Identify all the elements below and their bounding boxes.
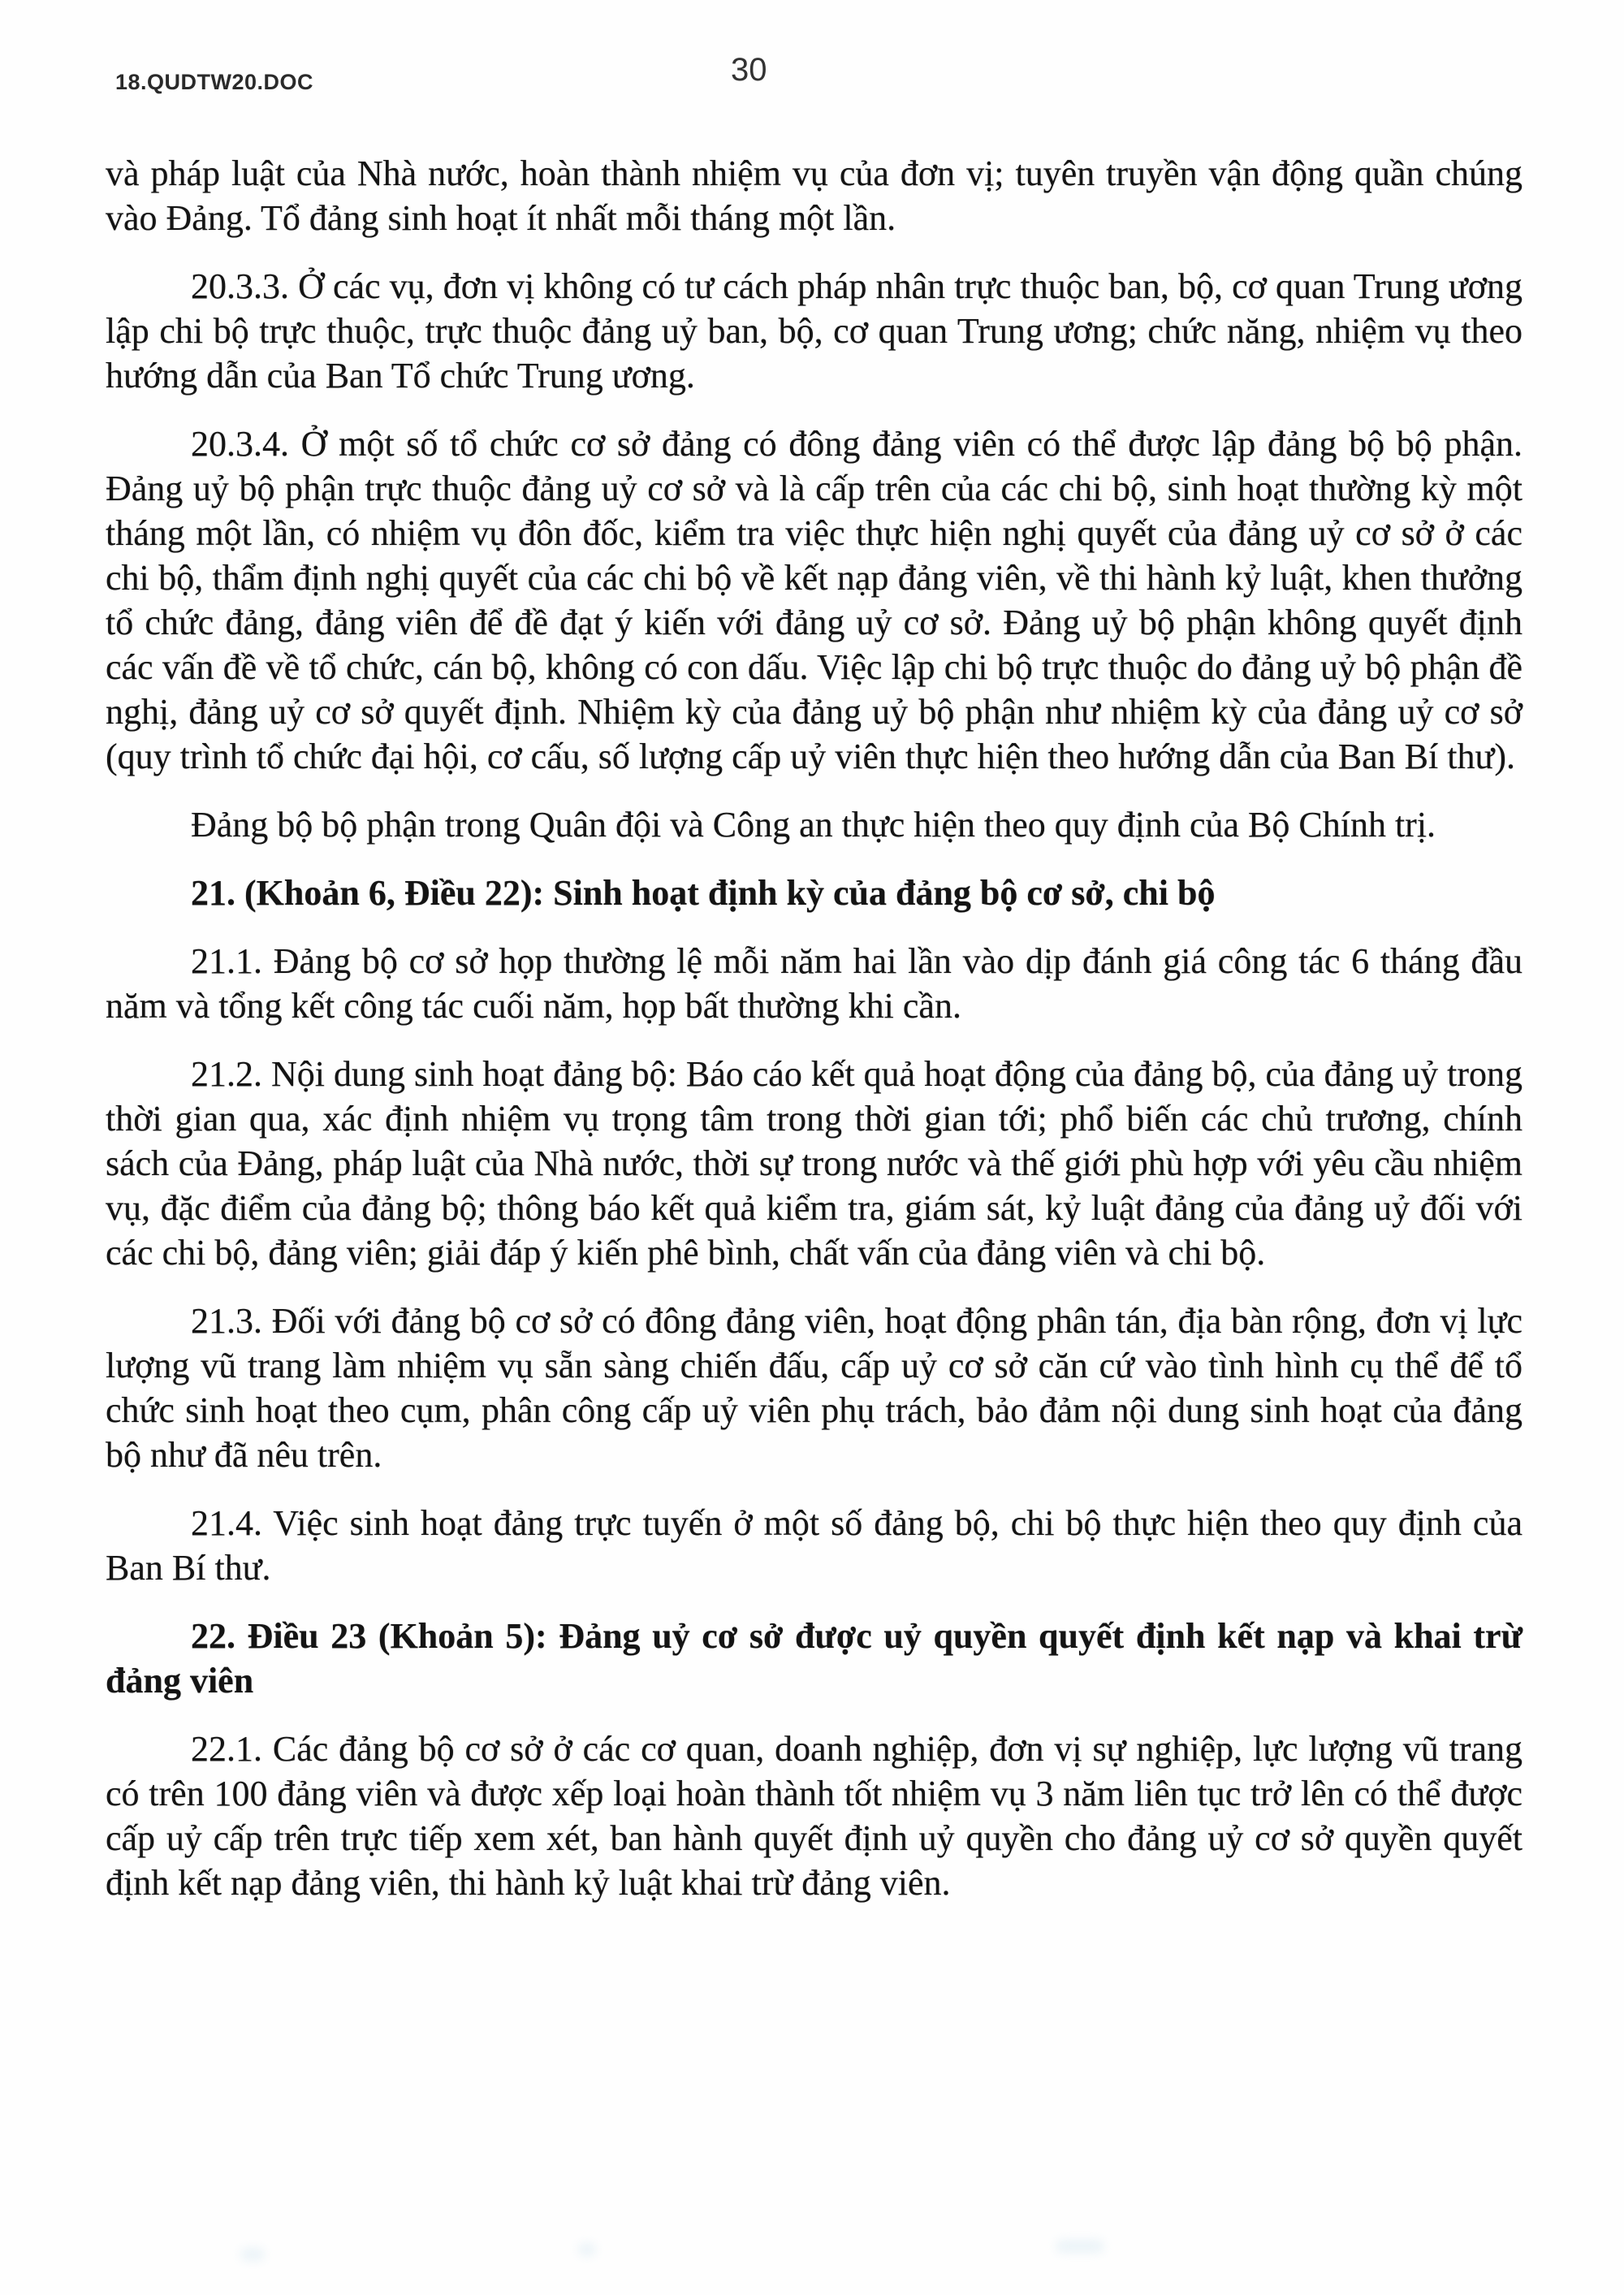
paragraph-continuation: và pháp luật của Nhà nước, hoàn thành nhiệm vụ của đơn vị; tuyên truyền vận động quần chúng vào Đảng. Tổ đảng sinh hoạt ít nhất mỗi tháng một lần. xyxy=(106,153,1522,238)
paragraph-22-1: 22.1. Các đảng bộ cơ sở ở các cơ quan, doanh nghiệp, đơn vị sự nghiệp, lực lượng vũ trang có trên 100 đảng viên và được xếp loại hoàn thành tốt nhiệm vụ 3 năm liên tục trở lên có thể được cấp uỷ cấp trên trực tiếp xem xét, ban hành quyết định uỷ quyền cho đảng uỷ cơ sở quyền quyết định kết nạp đảng viên, thi hành kỷ luật khai trừ đảng viên. xyxy=(106,1729,1522,1903)
paragraph-20-3-3: 20.3.3. Ở các vụ, đơn vị không có tư cách pháp nhân trực thuộc ban, bộ, cơ quan Trung ương lập chi bộ trực thuộc, trực thuộc đảng uỷ ban, bộ, cơ quan Trung ương; chức năng, nhiệm vụ theo hướng dẫn của Ban Tổ chức Trung ương. xyxy=(106,266,1522,395)
document-filename-label: 18.QUDTW20.DOC xyxy=(115,70,314,94)
paragraph-21-4: 21.4. Việc sinh hoạt đảng trực tuyến ở một số đảng bộ, chi bộ thực hiện theo quy định của Ban Bí thư. xyxy=(106,1503,1522,1588)
paragraph-20-3-4: 20.3.4. Ở một số tổ chức cơ sở đảng có đông đảng viên có thể được lập đảng bộ bộ phận. Đảng uỷ bộ phận trực thuộc đảng uỷ cơ sở và là cấp trên của các chi bộ, sinh hoạt thường kỳ một tháng một lần, có nhiệm vụ đôn đốc, kiểm tra việc thực hiện nghị quyết của đảng uỷ cơ sở ở các chi bộ, thẩm định nghị quyết của các chi bộ về kết nạp đảng viên, về thi hành kỷ luật, khen thưởng tổ chức đảng, đảng viên để đề đạt ý kiến với đảng uỷ cơ sở. Đảng uỷ bộ phận không quyết định các vấn đề về tổ chức, cán bộ, không có con dấu. Việc lập chi bộ trực thuộc do đảng uỷ bộ phận đề nghị, đảng uỷ cơ sở quyết định. Nhiệm kỳ của đảng uỷ bộ phận như nhiệm kỳ của đảng uỷ cơ sở (quy trình tổ chức đại hội, cơ cấu, số lượng cấp uỷ viên thực hiện theo hướng dẫn của Ban Bí thư). xyxy=(106,424,1522,776)
paragraph-21-2: 21.2. Nội dung sinh hoạt đảng bộ: Báo cáo kết quả hoạt động của đảng bộ, của đảng uỷ trong thời gian qua, xác định nhiệm vụ trọng tâm trong thời gian tới; phổ biến các chủ trương, chính sách của Đảng, pháp luật của Nhà nước, thời sự trong nước và thế giới phù hợp với yêu cầu nhiệm vụ, đặc điểm của đảng bộ; thông báo kết quả kiểm tra, giám sát, kỷ luật đảng của đảng uỷ đối với các chi bộ, đảng viên; giải đáp ý kiến phê bình, chất vấn của đảng viên và chi bộ. xyxy=(106,1054,1522,1273)
page-header xyxy=(0,0,1624,114)
scan-bleed-artifact xyxy=(1056,2240,1104,2253)
heading-section-21: 21. (Khoản 6, Điều 22): Sinh hoạt định kỳ của đảng bộ cơ sở, chi bộ xyxy=(191,873,1216,913)
paragraph-quan-doi-cong-an: Đảng bộ bộ phận trong Quân đội và Công an thực hiện theo quy định của Bộ Chính trị. xyxy=(191,805,1436,845)
document-body xyxy=(106,151,1522,1929)
scan-bleed-artifact xyxy=(240,2248,265,2261)
heading-section-22: 22. Điều 23 (Khoản 5): Đảng uỷ cơ sở được uỷ quyền quyết định kết nạp và khai trừ đảng viên xyxy=(106,1616,1522,1701)
paragraph-21-1: 21.1. Đảng bộ cơ sở họp thường lệ mỗi năm hai lần vào dịp đánh giá công tác 6 tháng đầu năm và tổng kết công tác cuối năm, họp bất thường khi cần. xyxy=(106,941,1522,1026)
paragraph-21-3: 21.3. Đối với đảng bộ cơ sở có đông đảng viên, hoạt động phân tán, địa bàn rộng, đơn vị lực lượng vũ trang làm nhiệm vụ sẵn sàng chiến đấu, cấp uỷ cơ sở căn cứ vào tình hình cụ thể để tổ chức sinh hoạt theo cụm, phân công cấp uỷ viên phụ trách, bảo đảm nội dung sinh hoạt của đảng bộ như đã nêu trên. xyxy=(106,1301,1522,1475)
scan-bleed-artifact xyxy=(578,2243,596,2256)
page-number: 30 xyxy=(731,52,767,88)
